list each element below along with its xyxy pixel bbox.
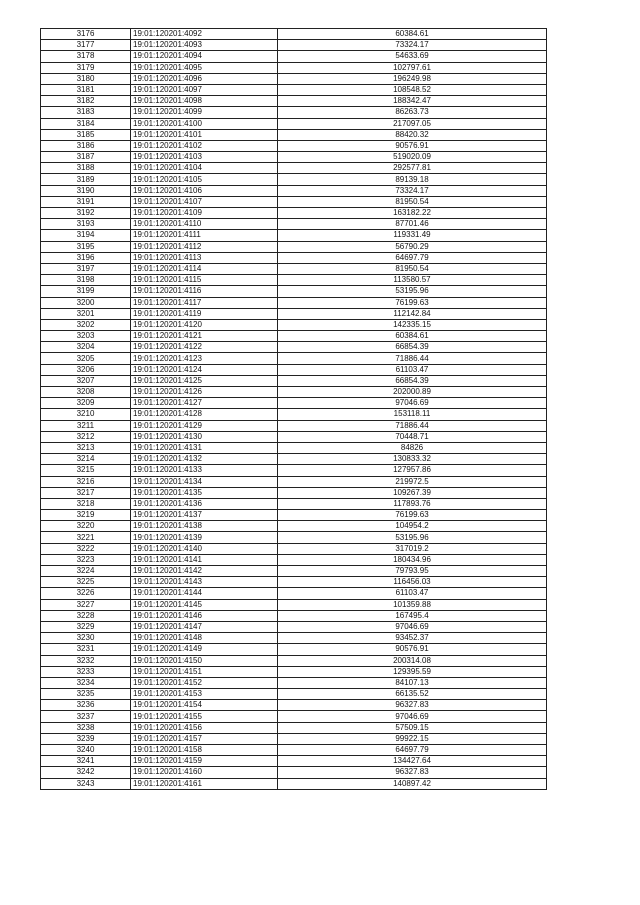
value-cell: 202000.89 — [278, 387, 547, 398]
cadastral-number-cell: 19:01:120201:4140 — [131, 543, 278, 554]
row-number-cell: 3209 — [41, 398, 131, 409]
table-row — [41, 778, 547, 789]
table-row — [41, 73, 547, 84]
cadastral-number-cell: 19:01:120201:4138 — [131, 521, 278, 532]
cadastral-number-cell: 19:01:120201:4143 — [131, 577, 278, 588]
row-number-cell: 3184 — [41, 118, 131, 129]
table-row — [41, 84, 547, 95]
cadastral-number-cell: 19:01:120201:4102 — [131, 140, 278, 151]
table-row — [41, 577, 547, 588]
table-row — [41, 387, 547, 398]
row-number-cell: 3191 — [41, 196, 131, 207]
cadastral-number-cell: 19:01:120201:4153 — [131, 689, 278, 700]
row-number-cell: 3177 — [41, 40, 131, 51]
cadastral-number-cell: 19:01:120201:4107 — [131, 196, 278, 207]
value-cell: 117893.76 — [278, 498, 547, 509]
value-cell: 88420.32 — [278, 129, 547, 140]
value-cell: 79793.95 — [278, 566, 547, 577]
value-cell: 102797.61 — [278, 62, 547, 73]
table-row — [41, 409, 547, 420]
table-row — [41, 554, 547, 565]
cadastral-number-cell: 19:01:120201:4099 — [131, 107, 278, 118]
table-row — [41, 219, 547, 230]
row-number-cell: 3226 — [41, 588, 131, 599]
table-row — [41, 588, 547, 599]
value-cell: 81950.54 — [278, 196, 547, 207]
table-row — [41, 286, 547, 297]
row-number-cell: 3233 — [41, 666, 131, 677]
cadastral-number-cell: 19:01:120201:4116 — [131, 286, 278, 297]
row-number-cell: 3200 — [41, 297, 131, 308]
table-row — [41, 241, 547, 252]
value-cell: 71886.44 — [278, 420, 547, 431]
table-row — [41, 733, 547, 744]
cadastral-number-cell: 19:01:120201:4098 — [131, 96, 278, 107]
table-row — [41, 420, 547, 431]
row-number-cell: 3204 — [41, 342, 131, 353]
table-row — [41, 185, 547, 196]
value-cell: 112142.84 — [278, 308, 547, 319]
row-number-cell: 3215 — [41, 465, 131, 476]
value-cell: 76199.63 — [278, 297, 547, 308]
cadastral-number-cell: 19:01:120201:4142 — [131, 566, 278, 577]
value-cell: 89139.18 — [278, 174, 547, 185]
value-cell: 153118.11 — [278, 409, 547, 420]
table-row — [41, 476, 547, 487]
row-number-cell: 3227 — [41, 599, 131, 610]
cadastral-number-cell: 19:01:120201:4144 — [131, 588, 278, 599]
value-cell: 87701.46 — [278, 219, 547, 230]
cadastral-number-cell: 19:01:120201:4157 — [131, 733, 278, 744]
row-number-cell: 3224 — [41, 566, 131, 577]
table-row — [41, 566, 547, 577]
row-number-cell: 3208 — [41, 387, 131, 398]
row-number-cell: 3225 — [41, 577, 131, 588]
cadastral-number-cell: 19:01:120201:4117 — [131, 297, 278, 308]
table-row — [41, 767, 547, 778]
cadastral-number-cell: 19:01:120201:4115 — [131, 275, 278, 286]
value-cell: 53195.96 — [278, 286, 547, 297]
row-number-cell: 3185 — [41, 129, 131, 140]
row-number-cell: 3220 — [41, 521, 131, 532]
value-cell: 119331.49 — [278, 230, 547, 241]
row-number-cell: 3206 — [41, 364, 131, 375]
row-number-cell: 3221 — [41, 532, 131, 543]
row-number-cell: 3210 — [41, 409, 131, 420]
table-row — [41, 487, 547, 498]
cadastral-number-cell: 19:01:120201:4160 — [131, 767, 278, 778]
cadastral-number-cell: 19:01:120201:4151 — [131, 666, 278, 677]
table-row — [41, 700, 547, 711]
cadastral-number-cell: 19:01:120201:4096 — [131, 73, 278, 84]
row-number-cell: 3230 — [41, 633, 131, 644]
table-row — [41, 498, 547, 509]
value-cell: 56790.29 — [278, 241, 547, 252]
row-number-cell: 3231 — [41, 644, 131, 655]
row-number-cell: 3223 — [41, 554, 131, 565]
table-row — [41, 398, 547, 409]
table-row — [41, 275, 547, 286]
cadastral-number-cell: 19:01:120201:4120 — [131, 319, 278, 330]
value-cell: 217097.05 — [278, 118, 547, 129]
value-cell: 60384.61 — [278, 331, 547, 342]
row-number-cell: 3217 — [41, 487, 131, 498]
value-cell: 108548.52 — [278, 84, 547, 95]
table-row — [41, 689, 547, 700]
row-number-cell: 3222 — [41, 543, 131, 554]
row-number-cell: 3198 — [41, 275, 131, 286]
table-row — [41, 599, 547, 610]
value-cell: 53195.96 — [278, 532, 547, 543]
value-cell: 180434.96 — [278, 554, 547, 565]
table-row — [41, 331, 547, 342]
row-number-cell: 3181 — [41, 84, 131, 95]
value-cell: 70448.71 — [278, 431, 547, 442]
cadastral-number-cell: 19:01:120201:4095 — [131, 62, 278, 73]
row-number-cell: 3211 — [41, 420, 131, 431]
value-cell: 86263.73 — [278, 107, 547, 118]
value-cell: 104954.2 — [278, 521, 547, 532]
value-cell: 73324.17 — [278, 185, 547, 196]
table-row — [41, 140, 547, 151]
table-row — [41, 62, 547, 73]
row-number-cell: 3205 — [41, 353, 131, 364]
value-cell: 200314.08 — [278, 655, 547, 666]
cadastral-number-cell: 19:01:120201:4133 — [131, 465, 278, 476]
table-row — [41, 666, 547, 677]
value-cell: 60384.61 — [278, 29, 547, 40]
value-cell: 99922.15 — [278, 733, 547, 744]
cadastral-number-cell: 19:01:120201:4127 — [131, 398, 278, 409]
table-row — [41, 342, 547, 353]
cadastral-number-cell: 19:01:120201:4113 — [131, 252, 278, 263]
value-cell: 61103.47 — [278, 364, 547, 375]
row-number-cell: 3192 — [41, 208, 131, 219]
row-number-cell: 3189 — [41, 174, 131, 185]
cadastral-number-cell: 19:01:120201:4122 — [131, 342, 278, 353]
row-number-cell: 3197 — [41, 263, 131, 274]
row-number-cell: 3219 — [41, 510, 131, 521]
data-table — [40, 28, 547, 790]
row-number-cell: 3207 — [41, 375, 131, 386]
table-row — [41, 107, 547, 118]
table-row — [41, 722, 547, 733]
cadastral-number-cell: 19:01:120201:4150 — [131, 655, 278, 666]
row-number-cell: 3218 — [41, 498, 131, 509]
table-row — [41, 375, 547, 386]
table-row — [41, 152, 547, 163]
row-number-cell: 3199 — [41, 286, 131, 297]
value-cell: 64697.79 — [278, 252, 547, 263]
table-row — [41, 543, 547, 554]
value-cell: 64697.79 — [278, 745, 547, 756]
value-cell: 93452.37 — [278, 633, 547, 644]
cadastral-number-cell: 19:01:120201:4137 — [131, 510, 278, 521]
cadastral-number-cell: 19:01:120201:4147 — [131, 621, 278, 632]
cadastral-number-cell: 19:01:120201:4109 — [131, 208, 278, 219]
table-row — [41, 510, 547, 521]
value-cell: 61103.47 — [278, 588, 547, 599]
cadastral-number-cell: 19:01:120201:4129 — [131, 420, 278, 431]
table-row — [41, 208, 547, 219]
cadastral-number-cell: 19:01:120201:4105 — [131, 174, 278, 185]
cadastral-number-cell: 19:01:120201:4135 — [131, 487, 278, 498]
row-number-cell: 3228 — [41, 610, 131, 621]
value-cell: 167495.4 — [278, 610, 547, 621]
cadastral-number-cell: 19:01:120201:4132 — [131, 454, 278, 465]
row-number-cell: 3216 — [41, 476, 131, 487]
cadastral-number-cell: 19:01:120201:4106 — [131, 185, 278, 196]
value-cell: 188342.47 — [278, 96, 547, 107]
cadastral-number-cell: 19:01:120201:4097 — [131, 84, 278, 95]
cadastral-number-cell: 19:01:120201:4161 — [131, 778, 278, 789]
table-row — [41, 364, 547, 375]
row-number-cell: 3236 — [41, 700, 131, 711]
value-cell: 127957.86 — [278, 465, 547, 476]
row-number-cell: 3193 — [41, 219, 131, 230]
cadastral-number-cell: 19:01:120201:4119 — [131, 308, 278, 319]
table-row — [41, 163, 547, 174]
value-cell: 140897.42 — [278, 778, 547, 789]
cadastral-number-cell: 19:01:120201:4110 — [131, 219, 278, 230]
table-row — [41, 521, 547, 532]
table-row — [41, 96, 547, 107]
row-number-cell: 3203 — [41, 331, 131, 342]
table-row — [41, 174, 547, 185]
value-cell: 84107.13 — [278, 677, 547, 688]
cadastral-number-cell: 19:01:120201:4149 — [131, 644, 278, 655]
value-cell: 163182.22 — [278, 208, 547, 219]
value-cell: 219972.5 — [278, 476, 547, 487]
cadastral-number-cell: 19:01:120201:4154 — [131, 700, 278, 711]
cadastral-number-cell: 19:01:120201:4152 — [131, 677, 278, 688]
cadastral-number-cell: 19:01:120201:4092 — [131, 29, 278, 40]
row-number-cell: 3176 — [41, 29, 131, 40]
row-number-cell: 3212 — [41, 431, 131, 442]
cadastral-number-cell: 19:01:120201:4145 — [131, 599, 278, 610]
row-number-cell: 3187 — [41, 152, 131, 163]
table-row — [41, 431, 547, 442]
value-cell: 96327.83 — [278, 767, 547, 778]
cadastral-number-cell: 19:01:120201:4130 — [131, 431, 278, 442]
cadastral-number-cell: 19:01:120201:4111 — [131, 230, 278, 241]
cadastral-number-cell: 19:01:120201:4159 — [131, 756, 278, 767]
cadastral-number-cell: 19:01:120201:4148 — [131, 633, 278, 644]
value-cell: 73324.17 — [278, 40, 547, 51]
value-cell: 97046.69 — [278, 711, 547, 722]
row-number-cell: 3178 — [41, 51, 131, 62]
value-cell: 57509.15 — [278, 722, 547, 733]
cadastral-number-cell: 19:01:120201:4131 — [131, 442, 278, 453]
table-row — [41, 532, 547, 543]
row-number-cell: 3194 — [41, 230, 131, 241]
cadastral-number-cell: 19:01:120201:4126 — [131, 387, 278, 398]
cadastral-number-cell: 19:01:120201:4093 — [131, 40, 278, 51]
cadastral-number-cell: 19:01:120201:4155 — [131, 711, 278, 722]
table-row — [41, 353, 547, 364]
row-number-cell: 3214 — [41, 454, 131, 465]
table-row — [41, 230, 547, 241]
cadastral-number-cell: 19:01:120201:4094 — [131, 51, 278, 62]
value-cell: 113580.57 — [278, 275, 547, 286]
value-cell: 76199.63 — [278, 510, 547, 521]
value-cell: 54633.69 — [278, 51, 547, 62]
value-cell: 66135.52 — [278, 689, 547, 700]
value-cell: 81950.54 — [278, 263, 547, 274]
value-cell: 84826 — [278, 442, 547, 453]
value-cell: 90576.91 — [278, 140, 547, 151]
cadastral-number-cell: 19:01:120201:4100 — [131, 118, 278, 129]
cadastral-number-cell: 19:01:120201:4136 — [131, 498, 278, 509]
value-cell: 129395.59 — [278, 666, 547, 677]
table-row — [41, 711, 547, 722]
value-cell: 97046.69 — [278, 398, 547, 409]
table-body — [41, 29, 547, 790]
table-row — [41, 118, 547, 129]
table-row — [41, 610, 547, 621]
row-number-cell: 3180 — [41, 73, 131, 84]
table-row — [41, 29, 547, 40]
cadastral-number-cell: 19:01:120201:4156 — [131, 722, 278, 733]
cadastral-number-cell: 19:01:120201:4101 — [131, 129, 278, 140]
table-row — [41, 129, 547, 140]
row-number-cell: 3235 — [41, 689, 131, 700]
value-cell: 196249.98 — [278, 73, 547, 84]
value-cell: 66854.39 — [278, 375, 547, 386]
row-number-cell: 3240 — [41, 745, 131, 756]
table-row — [41, 40, 547, 51]
value-cell: 116456.03 — [278, 577, 547, 588]
value-cell: 134427.64 — [278, 756, 547, 767]
table-row — [41, 633, 547, 644]
cadastral-number-cell: 19:01:120201:4141 — [131, 554, 278, 565]
cadastral-number-cell: 19:01:120201:4112 — [131, 241, 278, 252]
row-number-cell: 3232 — [41, 655, 131, 666]
row-number-cell: 3238 — [41, 722, 131, 733]
value-cell: 519020.09 — [278, 152, 547, 163]
value-cell: 71886.44 — [278, 353, 547, 364]
row-number-cell: 3183 — [41, 107, 131, 118]
row-number-cell: 3202 — [41, 319, 131, 330]
row-number-cell: 3195 — [41, 241, 131, 252]
table-row — [41, 252, 547, 263]
value-cell: 292577.81 — [278, 163, 547, 174]
cadastral-number-cell: 19:01:120201:4103 — [131, 152, 278, 163]
value-cell: 66854.39 — [278, 342, 547, 353]
table-row — [41, 297, 547, 308]
row-number-cell: 3186 — [41, 140, 131, 151]
row-number-cell: 3190 — [41, 185, 131, 196]
table-row — [41, 655, 547, 666]
cadastral-number-cell: 19:01:120201:4134 — [131, 476, 278, 487]
cadastral-number-cell: 19:01:120201:4123 — [131, 353, 278, 364]
cadastral-number-cell: 19:01:120201:4125 — [131, 375, 278, 386]
table-row — [41, 51, 547, 62]
row-number-cell: 3196 — [41, 252, 131, 263]
table-row — [41, 644, 547, 655]
cadastral-number-cell: 19:01:120201:4158 — [131, 745, 278, 756]
table-row — [41, 263, 547, 274]
value-cell: 142335.15 — [278, 319, 547, 330]
table-row — [41, 308, 547, 319]
table-row — [41, 621, 547, 632]
table-row — [41, 677, 547, 688]
row-number-cell: 3213 — [41, 442, 131, 453]
cadastral-number-cell: 19:01:120201:4114 — [131, 263, 278, 274]
cadastral-number-cell: 19:01:120201:4128 — [131, 409, 278, 420]
table-row — [41, 196, 547, 207]
table-row — [41, 442, 547, 453]
row-number-cell: 3182 — [41, 96, 131, 107]
row-number-cell: 3243 — [41, 778, 131, 789]
row-number-cell: 3201 — [41, 308, 131, 319]
value-cell: 317019.2 — [278, 543, 547, 554]
value-cell: 101359.88 — [278, 599, 547, 610]
row-number-cell: 3188 — [41, 163, 131, 174]
value-cell: 97046.69 — [278, 621, 547, 632]
table-row — [41, 756, 547, 767]
cadastral-number-cell: 19:01:120201:4104 — [131, 163, 278, 174]
cadastral-number-cell: 19:01:120201:4124 — [131, 364, 278, 375]
cadastral-number-cell: 19:01:120201:4139 — [131, 532, 278, 543]
cadastral-number-cell: 19:01:120201:4121 — [131, 331, 278, 342]
row-number-cell: 3234 — [41, 677, 131, 688]
table-row — [41, 745, 547, 756]
value-cell: 130833.32 — [278, 454, 547, 465]
value-cell: 109267.39 — [278, 487, 547, 498]
table-row — [41, 465, 547, 476]
value-cell: 96327.83 — [278, 700, 547, 711]
row-number-cell: 3241 — [41, 756, 131, 767]
row-number-cell: 3237 — [41, 711, 131, 722]
cadastral-number-cell: 19:01:120201:4146 — [131, 610, 278, 621]
table-row — [41, 319, 547, 330]
row-number-cell: 3242 — [41, 767, 131, 778]
row-number-cell: 3239 — [41, 733, 131, 744]
row-number-cell: 3179 — [41, 62, 131, 73]
value-cell: 90576.91 — [278, 644, 547, 655]
table-row — [41, 454, 547, 465]
row-number-cell: 3229 — [41, 621, 131, 632]
